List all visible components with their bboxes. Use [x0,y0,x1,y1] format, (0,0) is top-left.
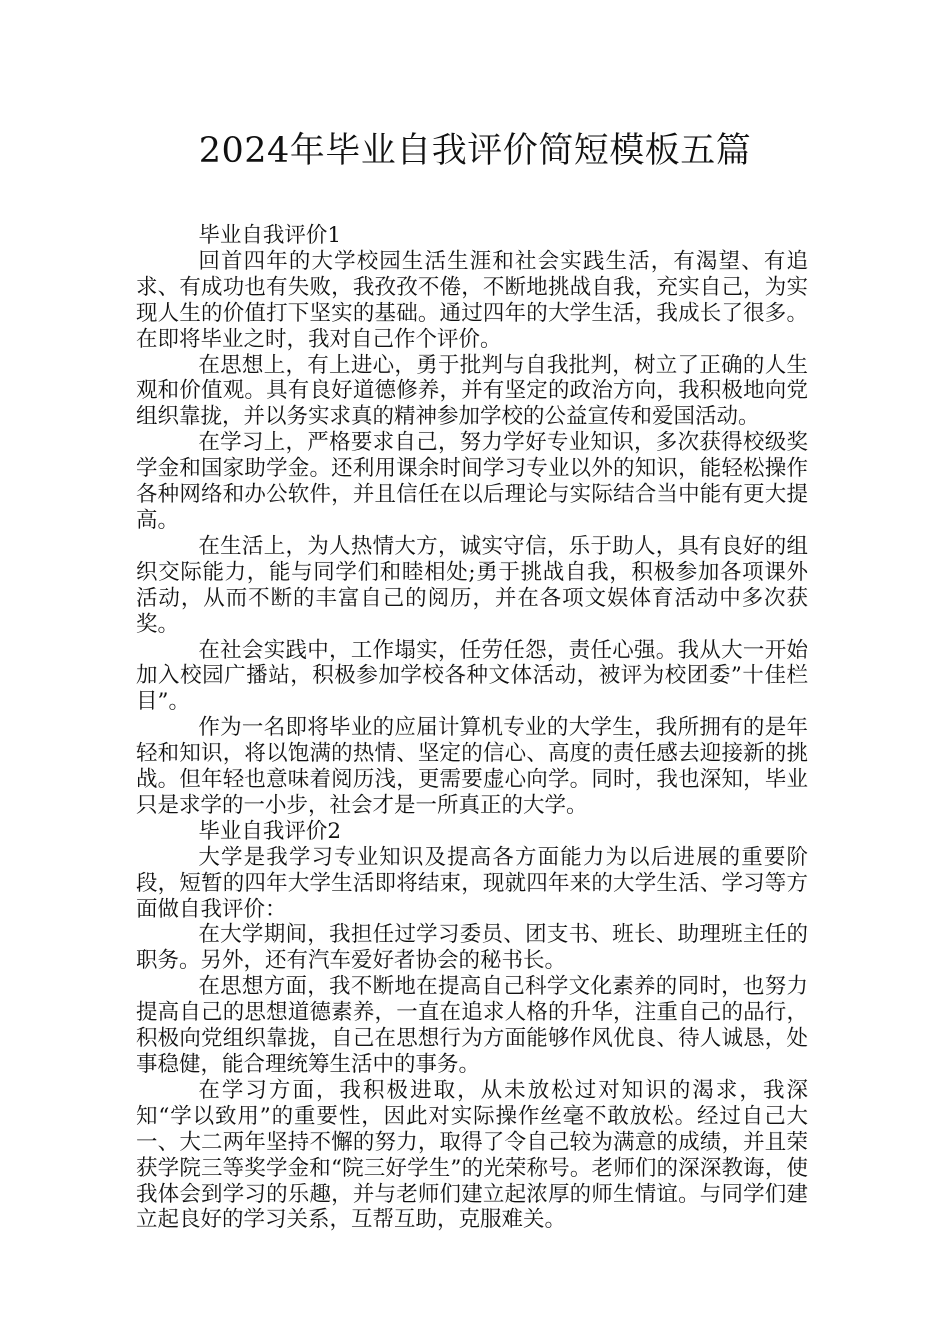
paragraph: 大学是我学习专业知识及提高各方面能力为以后进展的重要阶段，短暂的四年大学生活即将结束，现就四年来的大学生活、学习等方面做自我评价： [136,844,808,922]
section-heading-1: 毕业自我评价1 [198,223,342,248]
document-title: 2024年毕业自我评价简短模板五篇 [198,131,752,171]
paragraph: 在社会实践中，工作塌实，任劳任怨，责任心强。我从大一开始加入校园广播站，积极参加学校各种文体活动，被评为校团委”十佳栏目”。 [136,637,808,715]
section-heading-2: 毕业自我评价2 [198,818,342,844]
paragraph: 在大学期间，我担任过学习委员、团支书、班长、助理班主任的职务。另外，还有汽车爱好者协会的秘书长。 [136,922,808,974]
paragraph: 在学习上，严格要求自己，努力学好专业知识，多次获得校级奖学金和国家助学金。还利用课余时间学习专业以外的知识，能轻松操作各种网络和办公软件，并且信任在以后理论与实际结合当中能有更大提高。 [136,430,808,533]
paragraph: 作为一名即将毕业的应届计算机专业的大学生，我所拥有的是年轻和知识，将以饱满的热情、坚定的信心、高度的责任感去迎接新的挑战。但年轻也意味着阅历浅，更需要虚心向学。同时，我也深知，毕业只是求学的一小步，社会才是一所真正的大学。 [136,715,808,818]
paragraph: 回首四年的大学校园生活生涯和社会实践生活，有渴望、有追求、有成功也有失败，我孜孜不倦，不断地挑战自我，充实自己，为实现人生的价值打下坚实的基础。通过四年的大学生活，我成长了很多。在即将毕业之时，我对自己作个评价。 [136,248,808,352]
document-body [136,223,808,1233]
paragraph: 在生活上，为人热情大方，诚实守信，乐于助人，具有良好的组织交际能力，能与同学们和睦相处;勇于挑战自我，积极参加各项课外活动，从而不断的丰富自己的阅历，并在各项文娱体育活动中多次获奖。 [136,533,808,637]
paragraph: 在学习方面，我积极进取，从未放松过对知识的渴求，我深知“学以致用”的重要性，因此对实际操作丝毫不敢放松。经过自己大一、大二两年坚持不懈的努力，取得了令自己较为满意的成绩，并且荣获学院三等奖学金和“院三好学生”的光荣称号。老师们的深深教诲，使我体会到学习的乐趣，并与老师们建立起浓厚的师生情谊。与同学们建立起良好的学习关系，互帮互助，克服难关。 [136,1077,808,1233]
paragraph: 在思想上，有上进心，勇于批判与自我批判，树立了正确的人生观和价值观。具有良好道德修养，并有坚定的政治方向，我积极地向党组织靠拢，并以务实求真的精神参加学校的公益宣传和爱国活动。 [136,352,808,430]
paragraph: 在思想方面，我不断地在提高自己科学文化素养的同时，也努力提高自己的思想道德素养，一直在追求人格的升华，注重自己的品行，积极向党组织靠拢，自己在思想行为方面能够作风优良、待人诚恳，处事稳健，能合理统筹生活中的事务。 [136,974,808,1077]
